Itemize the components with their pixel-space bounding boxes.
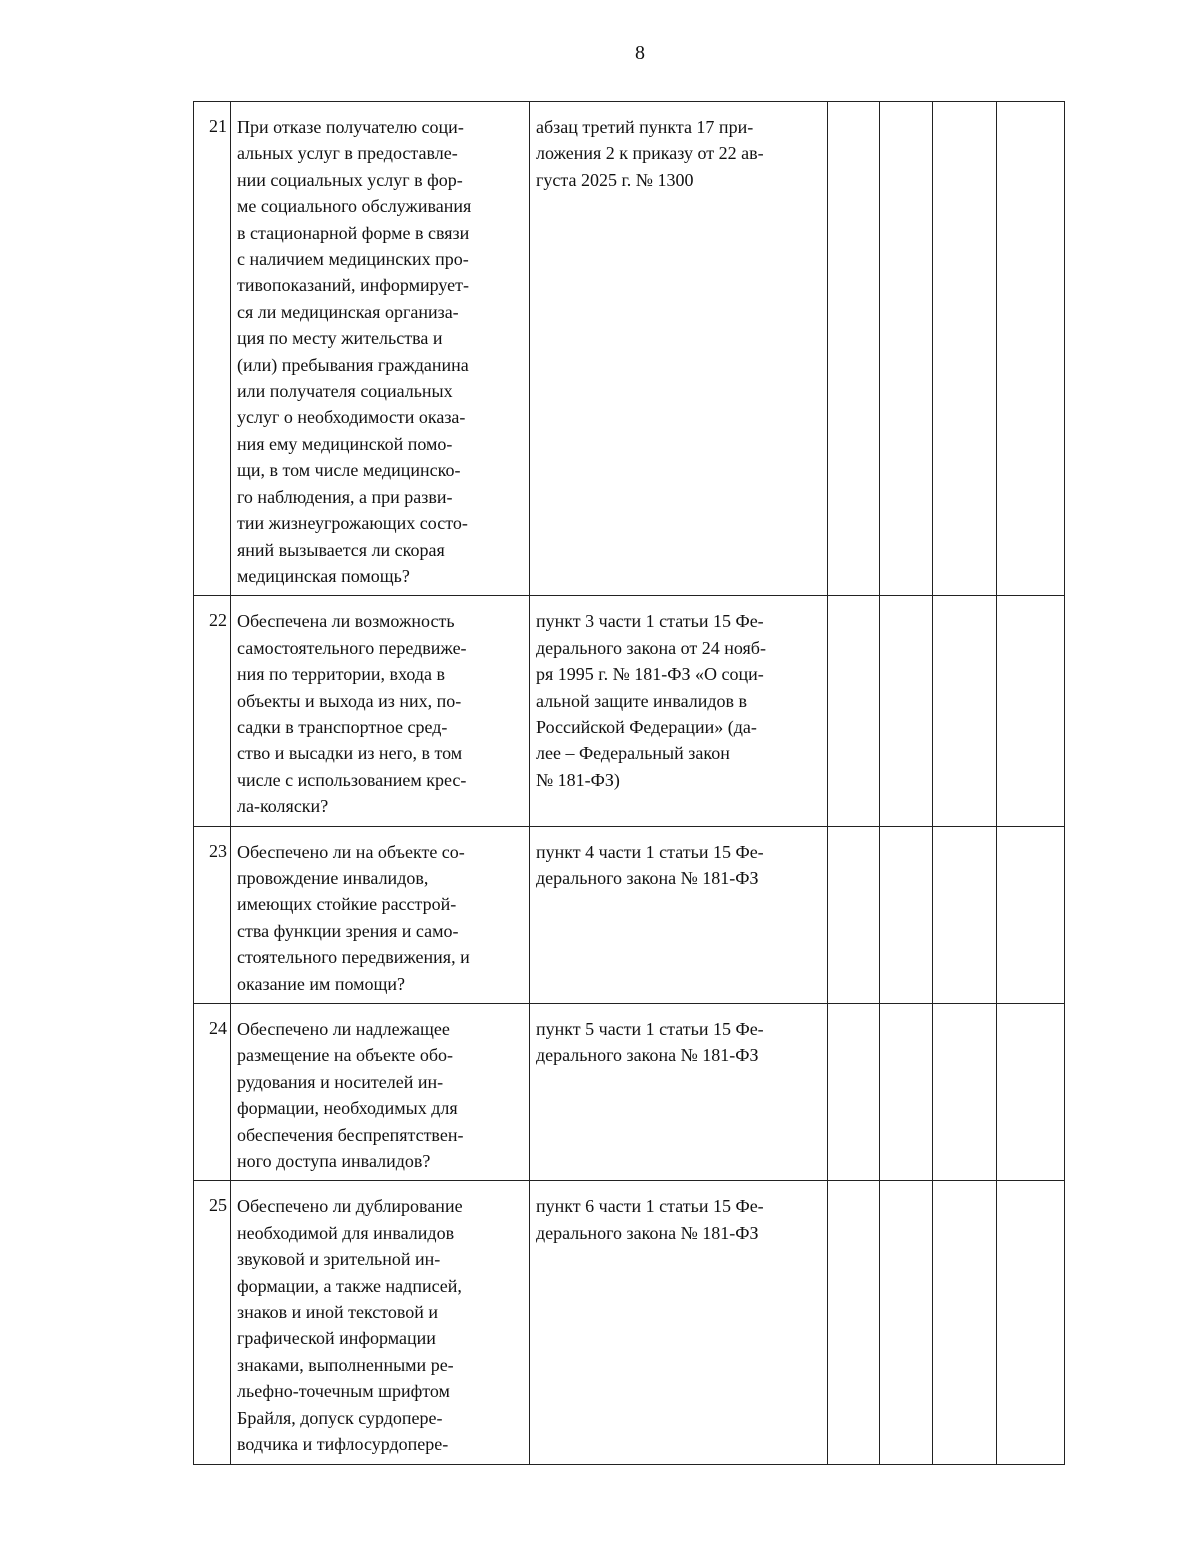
row-number: 21	[194, 102, 231, 596]
table-row	[194, 1181, 1065, 1464]
answer-cell-no[interactable]	[880, 102, 933, 596]
table-row	[194, 826, 1065, 1003]
answer-cell-note[interactable]	[997, 1181, 1065, 1464]
answer-cell-no[interactable]	[880, 826, 933, 1003]
legal-basis-cell: пункт 3 части 1 статьи 15 Фе- дерального закона от 24 нояб- ря 1995 г. № 181-ФЗ «О соци- альной защите инвалидов в Российской Федерации» (да- лее – Федеральный закон № 181-ФЗ)	[530, 596, 828, 826]
answer-cell-note[interactable]	[997, 1004, 1065, 1181]
checklist-table	[193, 101, 1065, 1465]
question-cell: Обеспечено ли на объекте со- провождение инвалидов, имеющих стойкие расстрой- ства функции зрения и само- стоятельного передвижения, и оказание им помощи?	[231, 826, 530, 1003]
question-cell: При отказе получателю соци- альных услуг в предоставле- нии социальных услуг в фор- ме социального обслуживания в стационарной форме в связи с наличием медицинских про- тивопоказаний, информирует- ся ли медицинская организа- ция по месту жительства и (или) пребывания гражданина или получателя социальных услуг о необходимости оказа- ния ему медицинской помо- щи, в том числе медицинско- го наблюдения, а при разви- тии жизнеугрожающих состо- яний вызывается ли скорая медицинская помощь?	[231, 102, 530, 596]
answer-cell-note[interactable]	[997, 596, 1065, 826]
table-row	[194, 1004, 1065, 1181]
row-number: 23	[194, 826, 231, 1003]
answer-cell-yes[interactable]	[828, 596, 880, 826]
question-cell: Обеспечена ли возможность самостоятельного передвиже- ния по территории, входа в объекты и выхода из них, по- садки в транспортное сред- ство и высадки из него, в том числе с использованием крес- ла-коляски?	[231, 596, 530, 826]
row-number: 25	[194, 1181, 231, 1464]
question-cell: Обеспечено ли дублирование необходимой для инвалидов звуковой и зрительной ин- формации, а также надписей, знаков и иной текстовой и графической информации знаками, выполненными ре- льефно-точечным шрифтом Брайля, допуск сурдопере- водчика и тифлосурдопере-	[231, 1181, 530, 1464]
answer-cell-not-applicable[interactable]	[933, 1181, 997, 1464]
question-cell: Обеспечено ли надлежащее размещение на объекте обо- рудования и носителей ин- формации, необходимых для обеспечения беспрепятствен- ного доступа инвалидов?	[231, 1004, 530, 1181]
page-number: 8	[635, 42, 645, 64]
legal-basis-cell: пункт 6 части 1 статьи 15 Фе- дерального закона № 181-ФЗ	[530, 1181, 828, 1464]
legal-basis-cell: пункт 5 части 1 статьи 15 Фе- дерального закона № 181-ФЗ	[530, 1004, 828, 1181]
answer-cell-yes[interactable]	[828, 102, 880, 596]
row-number: 24	[194, 1004, 231, 1181]
answer-cell-yes[interactable]	[828, 1181, 880, 1464]
answer-cell-no[interactable]	[880, 596, 933, 826]
table-row	[194, 102, 1065, 596]
answer-cell-note[interactable]	[997, 102, 1065, 596]
table-row	[194, 596, 1065, 826]
answer-cell-no[interactable]	[880, 1004, 933, 1181]
legal-basis-cell: пункт 4 части 1 статьи 15 Фе- дерального закона № 181-ФЗ	[530, 826, 828, 1003]
answer-cell-note[interactable]	[997, 826, 1065, 1003]
answer-cell-not-applicable[interactable]	[933, 826, 997, 1003]
answer-cell-yes[interactable]	[828, 826, 880, 1003]
answer-cell-no[interactable]	[880, 1181, 933, 1464]
answer-cell-not-applicable[interactable]	[933, 1004, 997, 1181]
legal-basis-cell: абзац третий пункта 17 при- ложения 2 к приказу от 22 ав- густа 2025 г. № 1300	[530, 102, 828, 596]
answer-cell-yes[interactable]	[828, 1004, 880, 1181]
answer-cell-not-applicable[interactable]	[933, 596, 997, 826]
row-number: 22	[194, 596, 231, 826]
answer-cell-not-applicable[interactable]	[933, 102, 997, 596]
